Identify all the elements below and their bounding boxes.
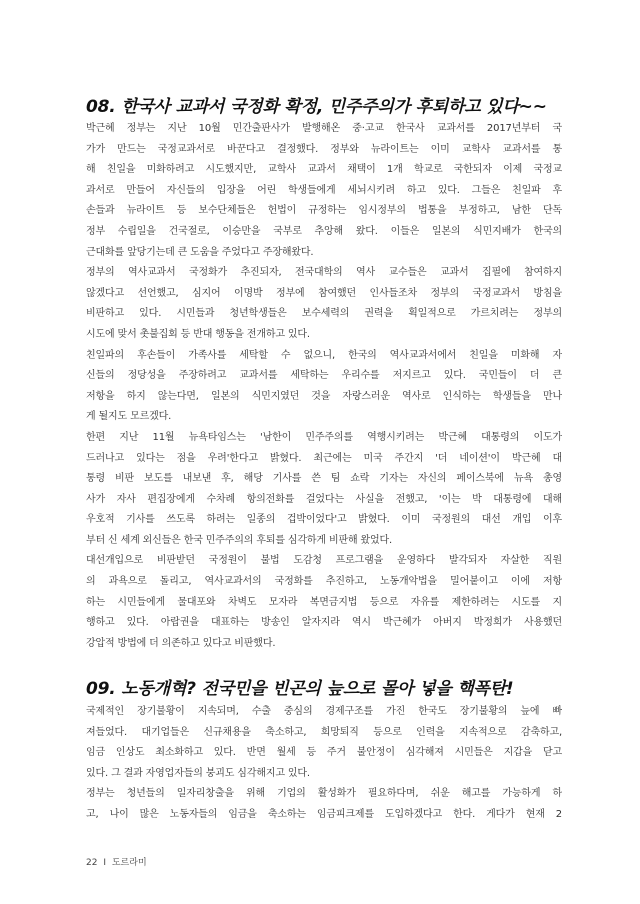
publication-name: 도르라미 xyxy=(111,858,147,868)
paragraph-line: 과서로 만들어 자신들의 입장을 어린 학생들에게 세뇌시키려 하고 있다. 그들은 친일파 후 xyxy=(86,184,562,196)
paragraph-line: 드러나고 있다는 점을 우려'한다고 밝혔다. 최근에는 미국 주간지 '더 네이션'이 박근혜 대 xyxy=(86,452,562,464)
paragraph-line: 박근혜 정부는 지난 10월 민간출판사가 발행해온 중·고교 한국사 교과서를 2017년부터 국 xyxy=(86,123,562,134)
paragraph-line: 저항을 하지 않는다면, 일본의 식민지였던 것을 자랑스러운 역사로 인식하는 학생들을 만나 xyxy=(86,390,562,402)
paragraph-line: 정부는 청년들의 일자리창출을 위해 기업의 활성화가 필요하다며, 쉬운 해고를 가능하게 하 xyxy=(86,788,562,800)
section-heading-08: 08. 한국사 교과서 국정화 확정, 민주주의가 후퇴하고 있다~~ xyxy=(86,97,547,117)
paragraph-line: 부터 신 세계 외신들은 한국 민주주의의 후퇴를 심각하게 비판해 왔었다. xyxy=(86,534,393,546)
paragraph-line: 하는 시민들에게 물대포와 차벽도 모자라 복면금지법 등으로 자유를 제한하려는 시도를 지 xyxy=(86,596,562,608)
paragraph-line: 친일파의 후손들이 가족사를 세탁할 수 없으니, 한국의 역사교과서에서 친일을 미화해 자 xyxy=(86,349,562,361)
paragraph-line: 통령 비판 보도를 내보낸 후, 해당 기사를 쓴 팀 쇼락 기자는 자신의 페이스북에 뉴욕 총영 xyxy=(86,473,562,485)
section-body-09 xyxy=(86,702,562,826)
paragraph-line: 국제적인 장기불황이 지속되며, 수출 중심의 경제구조를 가진 한국도 장기불황의 늪에 빠 xyxy=(86,706,562,717)
paragraph-line: 사가 자사 편집장에게 수차례 항의전화를 걸었다는 사실을 전했고, '이는 박 대통령에 대해 xyxy=(86,493,562,505)
paragraph-line: 정부 수립일을 건국절로, 이승만을 국부로 추앙해 왔다. 이들은 일본의 식민지배가 한국의 xyxy=(86,225,562,237)
paragraph-line: 고, 나이 많은 노동자들의 임금을 축소하는 임금피크제를 도입하겠다고 한다. 게다가 현재 2 xyxy=(86,808,562,820)
paragraph-line: 있다. 그 결과 자영업자들의 붕괴도 심각해지고 있다. xyxy=(86,767,310,779)
paragraph-line: 임금 인상도 최소화하고 있다. 반면 월세 등 주거 불안정이 심각해져 시민들은 지갑을 닫고 xyxy=(86,747,562,759)
paragraph-line: 않겠다고 선언했고, 심지어 이명박 정부에 참여했던 인사들조차 정부의 국정교과서 방침을 xyxy=(86,287,562,299)
paragraph-line: 신들의 정당성을 주장하려고 교과서를 세탁하는 우리수를 저지르고 있다. 국민들이 더 큰 xyxy=(86,370,562,382)
paragraph-line: 시도에 맞서 촛불집회 등 반대 행동을 전개하고 있다. xyxy=(86,328,310,340)
paragraph-line: 강압적 방법에 더 의존하고 있다고 비판했다. xyxy=(86,637,276,649)
section-heading-09: 09. 노동개혁? 전국민을 빈곤의 늪으로 몰아 넣을 핵폭탄! xyxy=(86,679,514,699)
page-footer xyxy=(86,855,147,868)
page-number: 22 xyxy=(86,858,98,868)
paragraph-line: 우호적 기사를 쓰도록 하려는 일종의 겁박이었다'고 밝혔다. 이미 국정원의 대선 개입 이후 xyxy=(86,514,562,526)
paragraph-line: 정부의 역사교과서 국정화가 추진되자, 전국대학의 역사 교수들은 교과서 집필에 참여하지 xyxy=(86,267,562,279)
paragraph-line: 가가 만드는 국정교과서로 바꾼다고 결정했다. 정부와 뉴라이트는 이미 교학사 교과서를 통 xyxy=(86,143,562,155)
section-body-08 xyxy=(86,119,562,654)
paragraph-line: 근대화를 앞당기는데 큰 도움을 주었다고 주장해왔다. xyxy=(86,246,314,258)
paragraph-line: 져들었다. 대기업들은 신규채용을 축소하고, 희망퇴직 등으로 인력을 지속적으로 감축하고, xyxy=(86,726,562,738)
paragraph-line: 대선개입으로 비판받던 국정원이 불법 도감청 프로그램을 운영하다 발각되자 자살한 직원 xyxy=(86,555,562,567)
paragraph-line: 게 될지도 모르겠다. xyxy=(86,411,172,423)
paragraph-line: 행하고 있다. 아랍권을 대표하는 방송인 알자지라 역시 박근혜가 아버지 박정희가 사용했던 xyxy=(86,617,562,629)
footer-separator: I xyxy=(103,858,106,868)
paragraph-line: 비판하고 있다. 시민들과 청년학생들은 보수세력의 권력을 획일적으로 가르치려는 정부의 xyxy=(86,308,562,320)
paragraph-line: 의 과욕으로 돌리고, 역사교과서의 국정화를 추진하고, 노동개악법을 밀어붙이고 이에 저항 xyxy=(86,576,562,588)
paragraph-line: 한편 지난 11월 뉴욕타임스는 '남한이 민주주의를 역행시키려는 박근혜 대통령의 이도가 xyxy=(86,431,562,443)
paragraph-line: 손들과 뉴라이트 등 보수단체들은 헌법이 규정하는 임시정부의 법통을 부정하고, 남한 단독 xyxy=(86,205,562,217)
paragraph-line: 해 친일을 미화하려고 시도했지만, 교학사 교과서 채택이 1개 학교로 국한되자 이제 국정교 xyxy=(86,164,562,176)
